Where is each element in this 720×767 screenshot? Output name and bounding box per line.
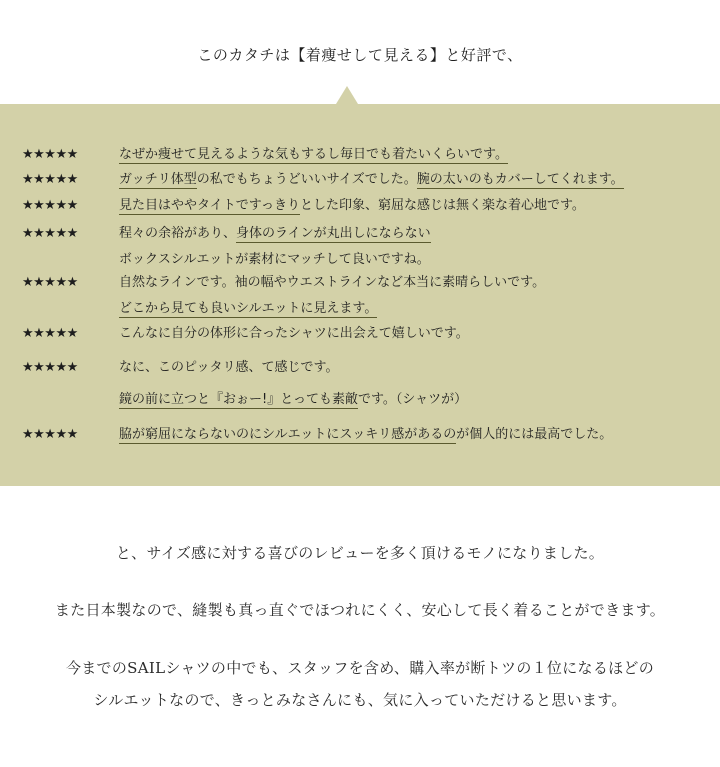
star-rating-icon: ★★★★★ — [22, 360, 78, 375]
review-text — [119, 423, 709, 447]
star-rating-icon: ★★★★★ — [22, 198, 78, 213]
review-phrase: の私でもちょうどいいサイズでした。 — [196, 172, 417, 187]
review-line — [119, 168, 709, 192]
review-phrase: が個人的には最高でした。 — [456, 427, 613, 442]
review-phrase: 自然なラインです。袖の幅やウエストラインなど本当に素晴らしいです。 — [119, 275, 546, 290]
review-line — [119, 222, 709, 246]
star-rating-icon: ★★★★★ — [22, 226, 78, 241]
highlighted-phrase: 見た目はややタイトですっきり — [119, 198, 300, 213]
review-text — [119, 222, 709, 272]
highlighted-phrase: ガッチリ体型 — [119, 172, 197, 187]
intro-highlight: 【着痩せして見える】 — [290, 46, 446, 64]
closing-line: 今までのSAILシャツの中でも、スタッフを含め、購入率が断トツの１位になるほどの — [65, 659, 655, 677]
review-line — [119, 322, 709, 346]
review-phrase: 程々の余裕があり、 — [119, 226, 237, 241]
star-rating-icon: ★★★★★ — [22, 147, 78, 162]
intro-before: このカタチは — [197, 46, 291, 64]
highlighted-phrase: どこから見ても良いシルエットに見えます。 — [119, 301, 378, 316]
review-phrase: こんなに自分の体形に合ったシャツに出会えて嬉しいです。 — [119, 326, 469, 341]
closing-paragraph — [0, 652, 720, 716]
closing-paragraph — [0, 594, 720, 626]
review-line — [119, 388, 709, 412]
closing-line: シルエットなので、きっとみなさんにも、気に入っていただけると思います。 — [93, 691, 627, 709]
review-text — [119, 194, 709, 218]
highlighted-phrase: なぜか痩せて見えるような気もするし毎日でも着たいくらいです。 — [119, 147, 508, 162]
highlighted-phrase: 身体のラインが丸出しにならない — [236, 226, 431, 241]
review-line — [119, 194, 709, 218]
star-rating-icon: ★★★★★ — [22, 326, 78, 341]
closing-line: また日本製なので、縫製も真っ直ぐでほつれにくく、安心して長く着ることができます。 — [54, 601, 666, 619]
intro-after: と好評で、 — [445, 46, 523, 64]
star-rating-icon: ★★★★★ — [22, 172, 78, 187]
closing-paragraph — [0, 537, 720, 569]
review-text — [119, 322, 709, 346]
review-line — [119, 143, 709, 167]
review-line — [119, 248, 709, 272]
review-text — [119, 168, 709, 192]
review-phrase: とした印象、窮屈な感じは無く楽な着心地です。 — [299, 198, 585, 213]
star-rating-icon: ★★★★★ — [22, 275, 78, 290]
highlighted-phrase: 鏡の前に立つと『おぉー!』とっても素敵 — [119, 392, 358, 407]
star-rating-icon: ★★★★★ — [22, 427, 78, 442]
review-text — [119, 271, 709, 321]
review-phrase: なに、このピッタリ感、て感じです。 — [119, 360, 339, 375]
review-line — [119, 423, 709, 447]
speech-pointer — [336, 86, 358, 104]
intro-heading — [0, 44, 720, 65]
review-line — [119, 271, 709, 295]
review-text — [119, 356, 709, 412]
review-phrase: ボックスシルエットが素材にマッチして良いですね。 — [119, 252, 430, 267]
closing-line: と、サイズ感に対する喜びのレビューを多く頂けるモノになりました。 — [115, 544, 605, 562]
review-text — [119, 143, 709, 167]
highlighted-phrase: 脇が窮屈にならないのにシルエットにスッキリ感があるの — [119, 427, 457, 442]
review-line — [119, 297, 709, 321]
highlighted-phrase: 腕の太いのもカバーしてくれます。 — [416, 172, 624, 187]
review-line — [119, 356, 709, 380]
review-phrase: です。（シャツが） — [357, 392, 468, 407]
